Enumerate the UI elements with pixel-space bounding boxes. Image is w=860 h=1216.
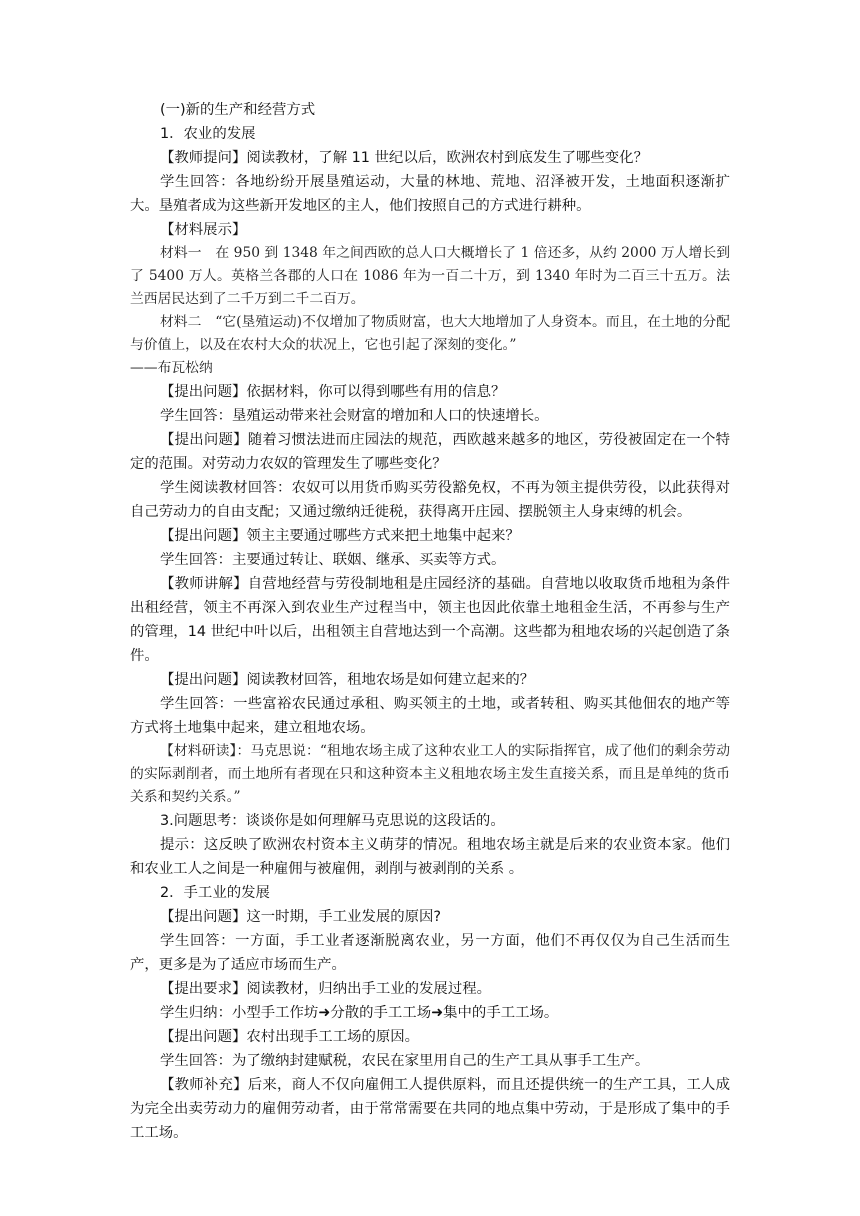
answer: 学生回答：一些富裕农民通过承租、购买领主的土地，或者转租、购买其他佃农的地产等方式将土地集中起来，建立租地农场。 xyxy=(130,696,730,736)
answer: 学生回答：一方面，手工业者逐渐脱离农业，另一方面，他们不再仅仅为自己生活而生产，更多是为了适应市场而生产。 xyxy=(130,933,730,973)
material-study: 【材料研读】：马克思说：“租地农场主成了这种农业工人的实际指挥官，成了他们的剩余劳动的实际剥削者，而土地所有者现在只和这种资本主义租地农场主发生直接关系，而且是单纯的货币关系和契约关系。” xyxy=(130,743,730,805)
material-two-source: ——布瓦松纳 xyxy=(130,360,213,376)
question: 【提出问题】领主主要通过哪些方式来把土地集中起来？ xyxy=(160,528,520,544)
answer: 学生阅读教材回答：农奴可以用货币购买劳役豁免权，不再为领主提供劳役，以此获得对自己劳动力的自由支配；又通过缴纳迁徙税，获得离开庄园、摆脱领主人身束缚的机会。 xyxy=(130,480,730,520)
teacher-question: 【教师提问】阅读教材，了解 11 世纪以后，欧洲农村到底发生了哪些变化？ xyxy=(160,150,648,166)
material-one: 材料一 在 950 到 1348 年之间西欧的总人口大概增长了 1 倍还多，从约 2000 万人增长到了 5400 万人。英格兰各郡的人口在 1086 年为一百二十万，到 1340 年时为二百三十五万。法兰西居民达到了二千万到二千二百万。 xyxy=(130,245,730,307)
teacher-supplement: 【教师补充】后来，商人不仅向雇佣工人提供原料，而且还提供统一的生产工具，工人成为完全出卖劳动力的雇佣劳动者，由于常常需要在共同的地点集中劳动，于是形成了集中的手工工场。 xyxy=(130,1077,730,1141)
document-page xyxy=(130,98,730,1145)
answer: 学生回答：为了缴纳封建赋税，农民在家里用自己的生产工具从事手工生产。 xyxy=(160,1053,650,1069)
answer: 学生回答：主要通过转让、联姻、继承、买卖等方式。 xyxy=(160,552,506,568)
student-summary: 学生归纳：小型手工作坊➜分散的手工工场➜集中的手工工场。 xyxy=(160,1005,559,1021)
question: 【提出问题】农村出现手工工场的原因。 xyxy=(160,1029,420,1045)
subheading-agriculture: 1．农业的发展 xyxy=(160,126,256,142)
question-think: 3.问题思考：谈谈你是如何理解马克思说的这段话的。 xyxy=(160,813,505,829)
question: 【提出问题】这一时期，手工业发展的原因? xyxy=(160,909,442,925)
answer: 学生回答：垦殖运动带来社会财富的增加和人口的快速增长。 xyxy=(160,408,549,424)
hint: 提示：这反映了欧洲农村资本主义萌芽的情况。租地农场主就是后来的农业资本家。他们和农业工人之间是一种雇佣与被雇佣，剥削与被剥削的关系 。 xyxy=(130,837,730,877)
teacher-lecture: 【教师讲解】自营地经营与劳役制地租是庄园经济的基础。自营地以收取货币地租为条件出租经营，领主不再深入到农业生产过程当中，领主也因此依靠土地租金生活，不再参与生产的管理，14 世纪中叶以后，出租领主自营地达到一个高潮。这些都为租地农场的兴起创造了条件。 xyxy=(130,576,730,664)
section-heading: (一)新的生产和经营方式 xyxy=(160,102,316,118)
student-answer: 学生回答：各地纷纷开展垦殖运动，大量的林地、荒地、沼泽被开发，土地面积逐渐扩大。垦殖者成为这些新开发地区的主人，他们按照自己的方式进行耕种。 xyxy=(130,174,730,214)
material-two: 材料二 “它(垦殖运动)不仅增加了物质财富，也大大地增加了人身资本。而且，在土地的分配与价值上，以及在农村大众的状况上，它也引起了深刻的变化。” xyxy=(130,314,730,353)
question: 【提出问题】随着习惯法进而庄园法的规范，西欧越来越多的地区，劳役被固定在一个特定的范围。对劳动力农奴的管理发生了哪些变化？ xyxy=(130,432,730,472)
subheading-handicraft: 2．手工业的发展 xyxy=(160,885,270,901)
question: 【提出问题】依据材料，你可以得到哪些有用的信息？ xyxy=(160,384,506,400)
question: 【提出问题】阅读教材回答，租地农场是如何建立起来的？ xyxy=(160,672,535,688)
requirement: 【提出要求】阅读教材，归纳出手工业的发展过程。 xyxy=(160,981,491,997)
material-display-label: 【材料展示】 xyxy=(160,222,247,238)
